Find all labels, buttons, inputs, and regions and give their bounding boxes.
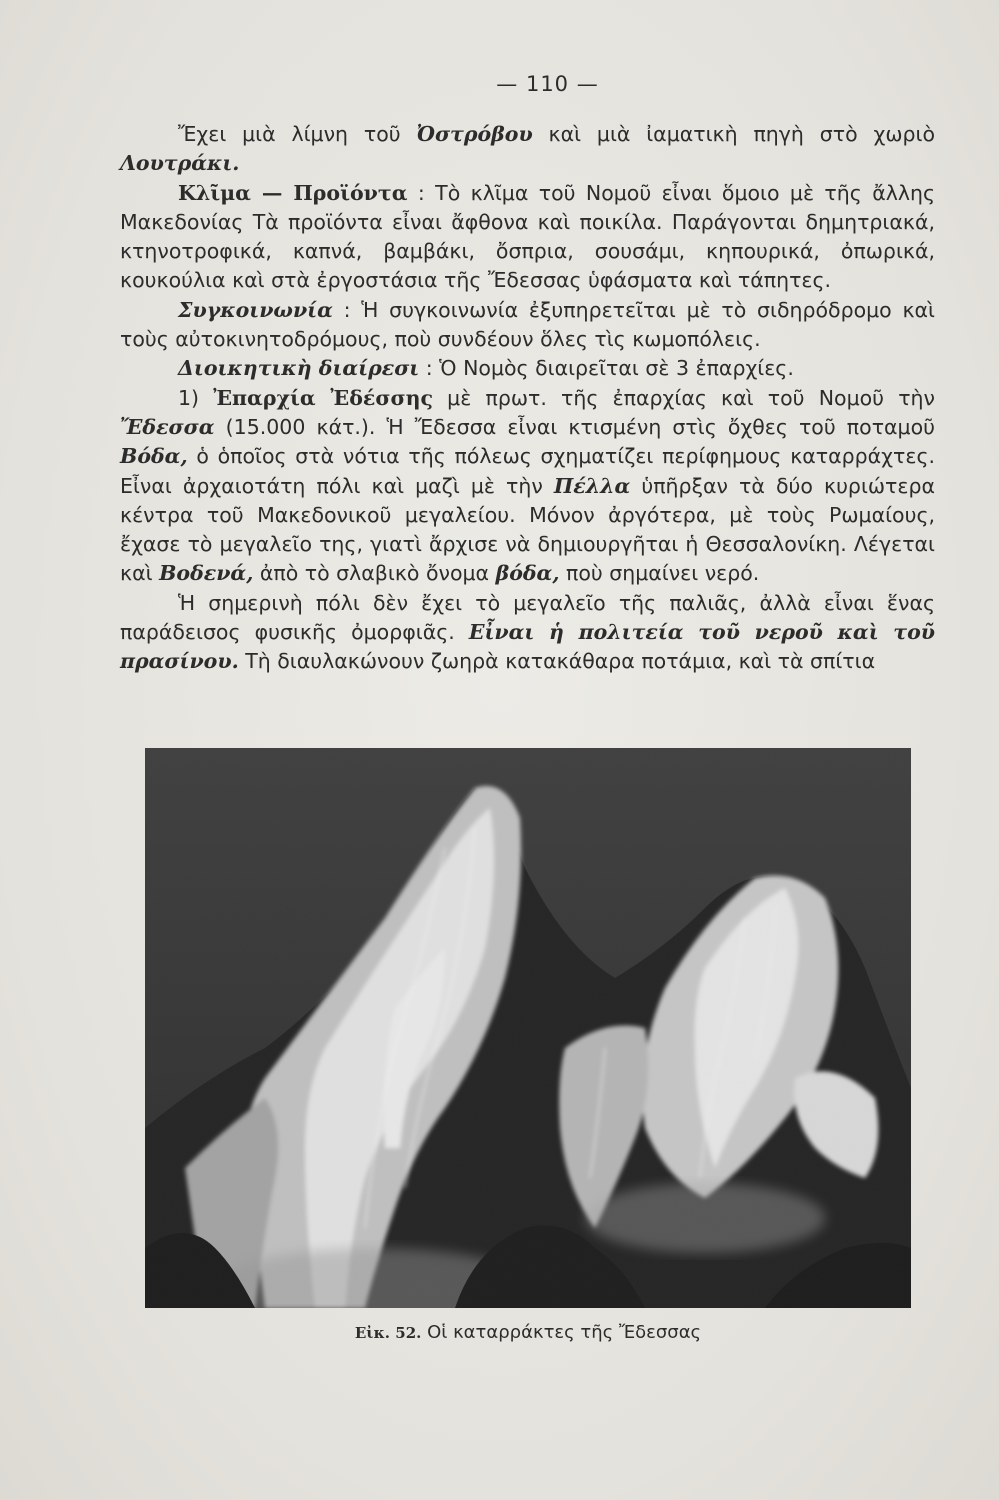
paragraph <box>120 384 935 589</box>
figure-caption <box>145 1322 911 1343</box>
paragraph <box>120 589 935 677</box>
emphasis-run: Ὀστρόβου <box>416 122 533 146</box>
text-run: ὁ ὁποῖος στὰ νότια τῆς πόλεως σχηματίζει περίφημους καταρράχτες. Εἶναι ἀρχαιοτάτη πόλι καὶ μαζὶ μὲ τὴν <box>120 444 935 498</box>
page-number: — 110 — <box>496 72 599 96</box>
emphasis-run: Διοικητικὴ διαίρεσι <box>178 356 420 381</box>
text-run: μὲ πρωτ. τῆς ἐπαρχίας καὶ τοῦ Νομοῦ τὴν <box>433 385 935 410</box>
paragraph <box>120 120 935 179</box>
body-text <box>120 120 935 677</box>
text-run: ὑπῆρξαν τὰ δύο κυριώτερα κέντρα τοῦ Μακεδονικοῦ μεγαλείου. Μόνον ἀργότερα, μὲ τοὺς Ρωμαίους, ἔχασε τὸ μεγαλεῖο της, γιατὶ ἄρχισε νὰ δημιουργῆται ἡ Θεσσαλονίκη. Λέγεται καὶ <box>120 473 935 586</box>
emphasis-run: Βοδενά, <box>159 561 254 586</box>
figure-caption-text: Οἱ καταρράκτες τῆς Ἔδεσσας <box>427 1322 702 1343</box>
text-run: Ἔχει μιὰ λίμνη τοῦ <box>178 122 417 146</box>
waterfall-photo <box>145 748 911 1308</box>
emphasis-run: Κλῖμα — Προϊόντα <box>178 180 408 205</box>
emphasis-run: βόδα, <box>495 561 560 586</box>
emphasis-run: Ἔδεσσα <box>120 414 215 439</box>
text-run: (15.000 κάτ.). Ἡ Ἔδεσσα εἶναι κτισμένη στὶς ὄχθες τοῦ ποταμοῦ <box>214 414 935 439</box>
text-run: καὶ μιὰ ἰαματικὴ πηγὴ στὸ χωριὸ <box>532 122 935 146</box>
emphasis-run: Βόδα, <box>120 444 188 469</box>
figure-ref: Εἰκ. 52. <box>354 1324 422 1342</box>
text-run: : Ἡ συγκοινωνία ἐξυπηρετεῖται μὲ τὸ σιδηρόδρομο καὶ τοὺς αὐτοκινητοδρόμους, ποὺ συνδέουν ὅλες τὶς κωμοπόλεις. <box>120 297 935 352</box>
text-run: 1) <box>178 385 214 410</box>
emphasis-run: Συγκοινωνία <box>178 297 333 322</box>
text-run: ἀπὸ τὸ σλαβικὸ ὄνομα <box>253 561 496 586</box>
paragraph <box>120 296 935 355</box>
text-run: : Ὁ Νομὸς διαιρεῖται σὲ 3 ἐπαρχίες. <box>419 356 794 381</box>
emphasis-run: Πέλλα <box>553 473 631 498</box>
emphasis-run: Ἐπαρχία Ἐδέσσης <box>213 385 433 410</box>
text-run: ποὺ σημαίνει νερό. <box>559 561 760 586</box>
text-run: : Τὸ κλῖμα τοῦ Νομοῦ εἶναι ὅμοιο μὲ τῆς ἄλλης Μακεδονίας Τὰ προϊόντα εἶναι ἄφθονα καὶ ποικίλα. Παράγονται δημητριακά, κτηνοτροφικά, καπνά, βαμβάκι, ὄσπρια, σουσάμι, κηπουρικά, ὀπωρικά, κουκούλια καὶ στὰ ἐργοστάσια τῆς Ἔδεσσας ὑφάσματα καὶ τάπητες. <box>120 180 936 293</box>
text-run: Ἡ σημερινὴ πόλι δὲν ἔχει τὸ μεγαλεῖο τῆς παλιᾶς, ἀλλὰ εἶναι ἕνας παράδεισος φυσικῆς ὀμορφιᾶς. <box>120 590 935 645</box>
text-run: Τὴ διαυλακώνουν ζωηρὰ κατακάθαρα ποτάμια, καὶ τὰ σπίτια <box>238 649 876 674</box>
emphasis-run: Λουτράκι. <box>120 151 240 176</box>
emphasis-run: Εἶναι ἡ πολιτεία τοῦ νεροῦ καὶ τοῦ πρασίνου. <box>120 620 935 674</box>
paragraph <box>120 179 935 296</box>
paragraph <box>120 354 935 383</box>
